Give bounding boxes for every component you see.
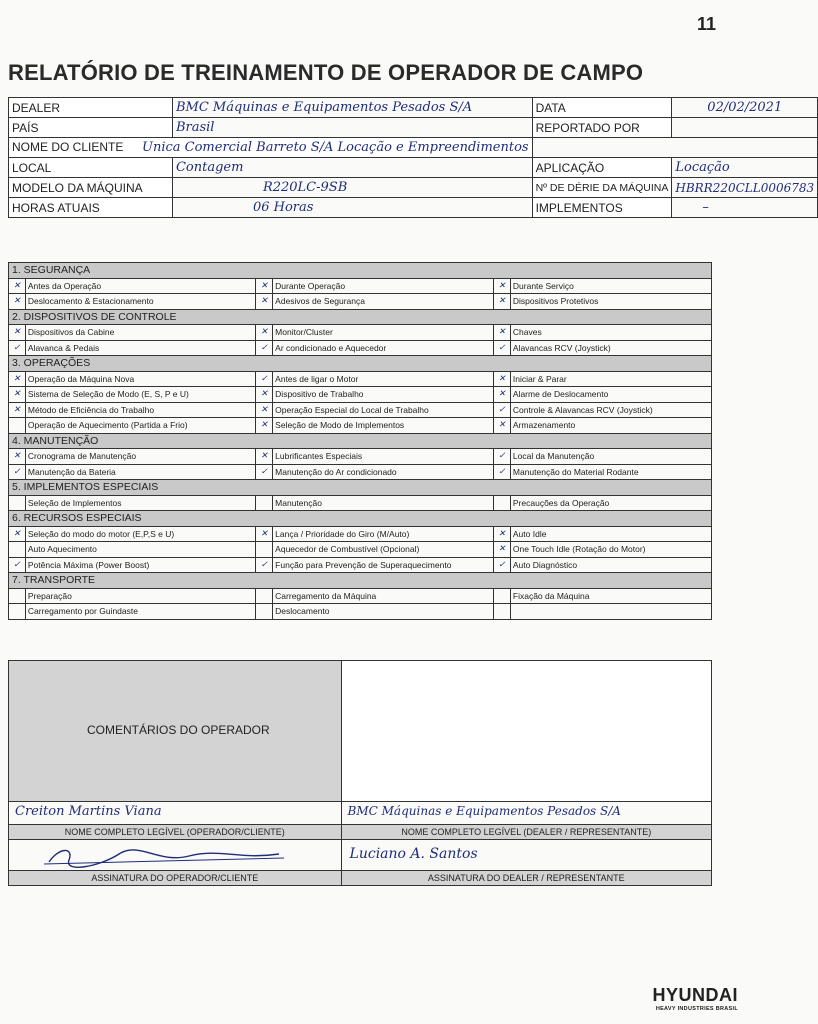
check-mark[interactable] xyxy=(9,588,26,604)
check-mark[interactable] xyxy=(256,604,273,620)
logo-sub: HEAVY INDUSTRIES BRASIL xyxy=(655,1006,738,1012)
check-mark[interactable]: ✕ xyxy=(256,278,273,294)
checklist-item-label: Dispositivos da Cabine xyxy=(25,325,255,341)
operator-signature-caption: ASSINATURA DO OPERADOR/CLIENTE xyxy=(9,871,342,886)
check-mark[interactable]: ✕ xyxy=(494,294,511,310)
serie-label: Nº DE DÉRIE DA MÁQUINA xyxy=(532,178,672,198)
checklist-item-label: Manutenção da Bateria xyxy=(25,464,255,480)
section-title: 5. IMPLEMENTOS ESPECIAIS xyxy=(9,480,712,496)
checklist-item-label: Cronograma de Manutenção xyxy=(25,449,255,465)
checklist-item-label xyxy=(510,604,711,620)
checklist-item-label: Seleção de Implementos xyxy=(25,495,255,511)
dealer-name-caption: NOME COMPLETO LEGÍVEL (DEALER / REPRESENTANTE) xyxy=(341,825,711,840)
section-header xyxy=(9,480,712,496)
check-mark[interactable] xyxy=(9,604,26,620)
check-mark[interactable]: ✕ xyxy=(494,325,511,341)
checklist-item-label: Monitor/Cluster xyxy=(273,325,494,341)
checklist-item-label: Adesivos de Segurança xyxy=(273,294,494,310)
checklist-item-label: Auto Idle xyxy=(510,526,711,542)
implementos-value: – xyxy=(672,198,818,218)
check-mark[interactable]: ✕ xyxy=(256,325,273,341)
check-mark[interactable] xyxy=(9,418,26,434)
section-header xyxy=(9,573,712,589)
data-label: DATA xyxy=(532,98,672,118)
section-header xyxy=(9,263,712,279)
check-mark[interactable] xyxy=(494,604,511,620)
check-mark[interactable] xyxy=(494,495,511,511)
signature-table xyxy=(8,660,712,886)
check-mark[interactable]: ✕ xyxy=(494,418,511,434)
checklist-item-label: Armazenamento xyxy=(510,418,711,434)
check-mark[interactable]: ✓ xyxy=(256,340,273,356)
operator-signature-cell[interactable] xyxy=(9,840,342,871)
dealer-signature-caption: ASSINATURA DO DEALER / REPRESENTANTE xyxy=(341,871,711,886)
checklist-item-label: Seleção de Modo de Implementos xyxy=(273,418,494,434)
checklist-row xyxy=(9,588,712,604)
aplicacao-value: Locação xyxy=(672,158,818,178)
check-mark[interactable] xyxy=(256,495,273,511)
checklist-row xyxy=(9,542,712,558)
check-mark[interactable]: ✕ xyxy=(9,526,26,542)
check-mark[interactable]: ✓ xyxy=(494,449,511,465)
checklist-row xyxy=(9,604,712,620)
checklist-item-label: Antes da Operação xyxy=(25,278,255,294)
check-mark[interactable]: ✓ xyxy=(9,464,26,480)
checklist-item-label: Aquecedor de Combustível (Opcional) xyxy=(273,542,494,558)
modelo-label: MODELO DA MÁQUINA xyxy=(9,178,173,198)
modelo-value: R220LC-9SB xyxy=(172,178,532,198)
checklist-item-label: Operação de Aquecimento (Partida a Frio) xyxy=(25,418,255,434)
check-mark[interactable]: ✕ xyxy=(9,294,26,310)
check-mark[interactable]: ✕ xyxy=(256,418,273,434)
dealer-name-cell[interactable] xyxy=(341,802,711,825)
check-mark[interactable]: ✕ xyxy=(9,402,26,418)
operator-comments-box[interactable] xyxy=(9,661,342,802)
check-mark[interactable]: ✓ xyxy=(9,340,26,356)
dealer-value: BMC Máquinas e Equipamentos Pesados S/A xyxy=(172,98,532,118)
data-value: 02/02/2021 xyxy=(672,98,818,118)
page-number: 11 xyxy=(696,14,716,34)
section-title: 7. TRANSPORTE xyxy=(9,573,712,589)
check-mark[interactable]: ✓ xyxy=(494,340,511,356)
checklist-item-label: Alarme de Deslocamento xyxy=(510,387,711,403)
check-mark[interactable] xyxy=(494,588,511,604)
checklist-item-label: Alavanca & Pedais xyxy=(25,340,255,356)
checklist-row xyxy=(9,495,712,511)
reportado-label: REPORTADO POR xyxy=(532,118,672,138)
dealer-signature-cell[interactable] xyxy=(341,840,711,871)
checklist-item-label: Seleção do modo do motor (E,P,S e U) xyxy=(25,526,255,542)
checklist-row xyxy=(9,464,712,480)
section-header xyxy=(9,356,712,372)
check-mark[interactable]: ✓ xyxy=(9,557,26,573)
check-mark[interactable]: ✓ xyxy=(494,557,511,573)
checklist-row xyxy=(9,387,712,403)
check-mark[interactable]: ✕ xyxy=(494,371,511,387)
checklist-row xyxy=(9,449,712,465)
section-title: 1. SEGURANÇA xyxy=(9,263,712,279)
checklist-row xyxy=(9,278,712,294)
header-table xyxy=(8,97,818,218)
check-mark[interactable]: ✕ xyxy=(9,449,26,465)
pais-label: PAÍS xyxy=(9,118,173,138)
check-mark[interactable]: ✕ xyxy=(9,371,26,387)
check-mark[interactable]: ✕ xyxy=(256,526,273,542)
checklist-item-label: Auto Diagnóstico xyxy=(510,557,711,573)
checklist-item-label: Controle & Alavancas RCV (Joystick) xyxy=(510,402,711,418)
check-mark[interactable]: ✕ xyxy=(256,294,273,310)
section-title: 6. RECURSOS ESPECIAIS xyxy=(9,511,712,527)
checklist-item-label: Alavancas RCV (Joystick) xyxy=(510,340,711,356)
checklist-row xyxy=(9,418,712,434)
checklist-row xyxy=(9,557,712,573)
checklist-item-label: Sistema de Seleção de Modo (E, S, P e U) xyxy=(25,387,255,403)
hyundai-logo xyxy=(652,985,738,1012)
cliente-value: Unica Comercial Barreto S/A Locação e Empreendimentos xyxy=(142,140,529,155)
checklist-item-label: Manutenção do Material Rodante xyxy=(510,464,711,480)
checklist-item-label: Local da Manutenção xyxy=(510,449,711,465)
checklist-row xyxy=(9,340,712,356)
section-header xyxy=(9,309,712,325)
cliente-cell xyxy=(9,138,533,158)
checklist-item-label: Durante Operação xyxy=(273,278,494,294)
cliente-continuation xyxy=(532,138,818,158)
dealer-name: BMC Máquinas e Equipamentos Pesados S/A xyxy=(347,804,621,818)
horas-value: 06 Horas xyxy=(172,198,532,218)
checklist-row xyxy=(9,371,712,387)
check-mark[interactable]: ✕ xyxy=(256,402,273,418)
horas-label: HORAS ATUAIS xyxy=(9,198,173,218)
operator-name-caption: NOME COMPLETO LEGÍVEL (OPERADOR/CLIENTE) xyxy=(9,825,342,840)
serie-value: HBRR220CLL0006783 xyxy=(672,178,818,198)
check-mark[interactable]: ✓ xyxy=(494,464,511,480)
check-mark[interactable]: ✓ xyxy=(256,464,273,480)
check-mark[interactable]: ✓ xyxy=(256,557,273,573)
checklist-item-label: Preparação xyxy=(25,588,255,604)
check-mark[interactable] xyxy=(256,588,273,604)
section-title: 3. OPERAÇÕES xyxy=(9,356,712,372)
section-title: 4. MANUTENÇÃO xyxy=(9,433,712,449)
checklist-item-label: Precauções da Operação xyxy=(510,495,711,511)
check-mark[interactable]: ✕ xyxy=(494,387,511,403)
checklist-item-label: Fixação da Máquina xyxy=(510,588,711,604)
section-header xyxy=(9,433,712,449)
dealer-label: DEALER xyxy=(9,98,173,118)
section-header xyxy=(9,511,712,527)
section-title: 2. DISPOSITIVOS DE CONTROLE xyxy=(9,309,712,325)
operator-signature xyxy=(39,842,289,870)
checklist-item-label: Iniciar & Parar xyxy=(510,371,711,387)
checklist-item-label: One Touch Idle (Rotação do Motor) xyxy=(510,542,711,558)
checklist-table xyxy=(8,262,712,620)
checklist-row xyxy=(9,526,712,542)
checklist-item-label: Auto Aquecimento xyxy=(25,542,255,558)
checklist-item-label: Carregamento da Máquina xyxy=(273,588,494,604)
pais-value: Brasil xyxy=(172,118,532,138)
checklist-item-label: Operação Especial do Local de Trabalho xyxy=(273,402,494,418)
checklist-item-label: Dispositivos Protetivos xyxy=(510,294,711,310)
check-mark[interactable]: ✓ xyxy=(494,402,511,418)
local-label: LOCAL xyxy=(9,158,173,178)
check-mark[interactable]: ✕ xyxy=(9,387,26,403)
checklist-item-label: Potência Máxima (Power Boost) xyxy=(25,557,255,573)
logo-brand: HYUNDAI xyxy=(652,985,738,1005)
checklist-item-label: Lança / Prioridade do Giro (M/Auto) xyxy=(273,526,494,542)
checklist-item-label: Operação da Máquina Nova xyxy=(25,371,255,387)
aplicacao-label: APLICAÇÃO xyxy=(532,158,672,178)
check-mark[interactable]: ✕ xyxy=(494,542,511,558)
checklist-row xyxy=(9,402,712,418)
check-mark[interactable] xyxy=(9,542,26,558)
checklist-item-label: Carregamento por Guindaste xyxy=(25,604,255,620)
reportado-value xyxy=(672,118,818,138)
checklist-item-label: Manutenção xyxy=(273,495,494,511)
checklist-item-label: Deslocamento & Estacionamento xyxy=(25,294,255,310)
check-mark[interactable] xyxy=(9,495,26,511)
local-value: Contagem xyxy=(172,158,532,178)
check-mark[interactable]: ✕ xyxy=(9,278,26,294)
implementos-label: IMPLEMENTOS xyxy=(532,198,672,218)
cliente-label: NOME DO CLIENTE xyxy=(12,140,124,154)
check-mark[interactable]: ✕ xyxy=(494,526,511,542)
check-mark[interactable]: ✕ xyxy=(494,278,511,294)
operator-name: Creiton Martins Viana xyxy=(15,804,162,819)
operator-name-cell[interactable] xyxy=(9,802,342,825)
checklist-row xyxy=(9,294,712,310)
checklist-item-label: Ar condicionado e Aquecedor xyxy=(273,340,494,356)
comments-blank[interactable] xyxy=(341,661,711,802)
checklist-item-label: Durante Serviço xyxy=(510,278,711,294)
checklist-item-label: Antes de ligar o Motor xyxy=(273,371,494,387)
checklist-item-label: Método de Eficiência do Trabalho xyxy=(25,402,255,418)
dealer-signature: Luciano A. Santos xyxy=(349,846,478,862)
checklist-item-label: Função para Prevenção de Superaquecimento xyxy=(273,557,494,573)
check-mark[interactable]: ✕ xyxy=(256,449,273,465)
checklist-item-label: Lubrificantes Especiais xyxy=(273,449,494,465)
check-mark[interactable]: ✓ xyxy=(256,371,273,387)
page-title: RELATÓRIO DE TREINAMENTO DE OPERADOR DE CAMPO xyxy=(8,60,644,85)
checklist-item-label: Manutenção do Ar condicionado xyxy=(273,464,494,480)
check-mark[interactable]: ✕ xyxy=(9,325,26,341)
check-mark[interactable]: ✕ xyxy=(256,387,273,403)
comments-label: COMENTÁRIOS DO OPERADOR xyxy=(87,723,270,737)
checklist-item-label: Dispositivo de Trabalho xyxy=(273,387,494,403)
check-mark[interactable] xyxy=(256,542,273,558)
checklist-row xyxy=(9,325,712,341)
checklist-item-label: Deslocamento xyxy=(273,604,494,620)
checklist-item-label: Chaves xyxy=(510,325,711,341)
